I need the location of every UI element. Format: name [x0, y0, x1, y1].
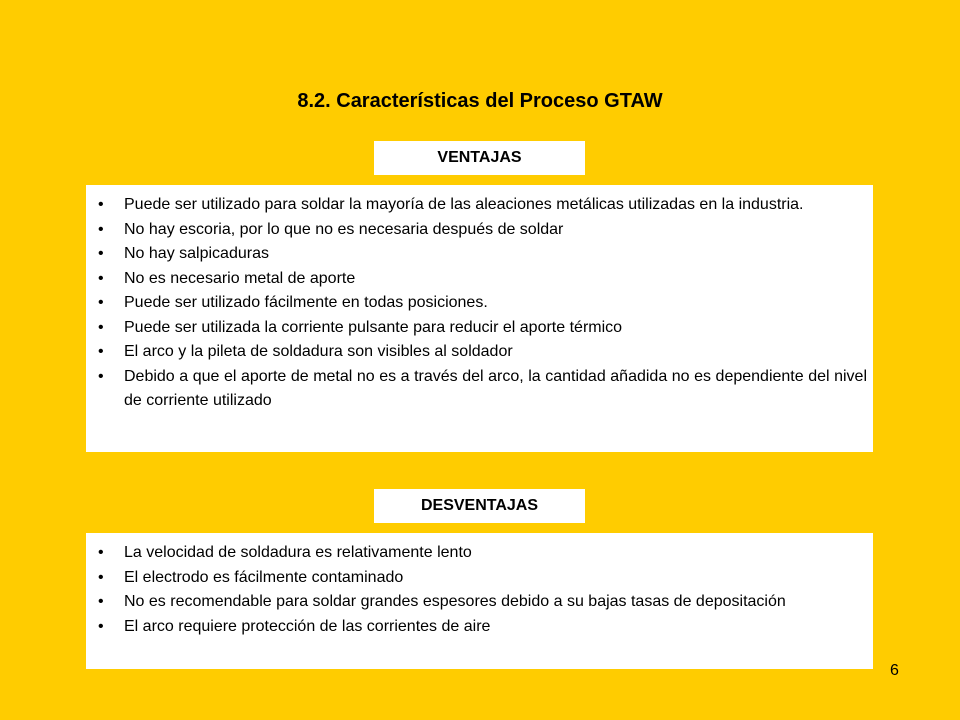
- disadvantage-item: • La velocidad de soldadura es relativamente lento: [86, 541, 867, 566]
- advantage-item: • No hay salpicaduras: [86, 242, 867, 267]
- disadvantage-item: • El electrodo es fácilmente contaminado: [86, 566, 867, 591]
- advantage-item: • Puede ser utilizada la corriente pulsante para reducir el aporte térmico: [86, 316, 867, 341]
- advantage-item: • Debido a que el aporte de metal no es a través del arco, la cantidad añadida no es dependiente del nivel de corriente utilizado: [86, 365, 867, 414]
- advantage-item: • Puede ser utilizado fácilmente en todas posiciones.: [86, 291, 867, 316]
- advantage-item: • No es necesario metal de aporte: [86, 267, 867, 292]
- advantages-list: [86, 193, 867, 414]
- advantages-box: [86, 185, 873, 452]
- slide-title: 8.2. Características del Proceso GTAW: [297, 90, 663, 112]
- advantages-label: VENTAJAS: [374, 141, 585, 175]
- disadvantages-list: [86, 541, 867, 639]
- disadvantages-label: DESVENTAJAS: [374, 489, 585, 523]
- advantage-item: • El arco y la pileta de soldadura son visibles al soldador: [86, 340, 867, 365]
- advantage-item: • Puede ser utilizado para soldar la mayoría de las aleaciones metálicas utilizadas en la industria.: [86, 193, 867, 218]
- disadvantage-item: • El arco requiere protección de las corrientes de aire: [86, 615, 867, 640]
- advantage-item: • No hay escoria, por lo que no es necesaria después de soldar: [86, 218, 867, 243]
- page-number: 6: [890, 662, 899, 679]
- disadvantages-box: [86, 533, 873, 669]
- disadvantage-item: • No es recomendable para soldar grandes espesores debido a su bajas tasas de depositación: [86, 590, 867, 615]
